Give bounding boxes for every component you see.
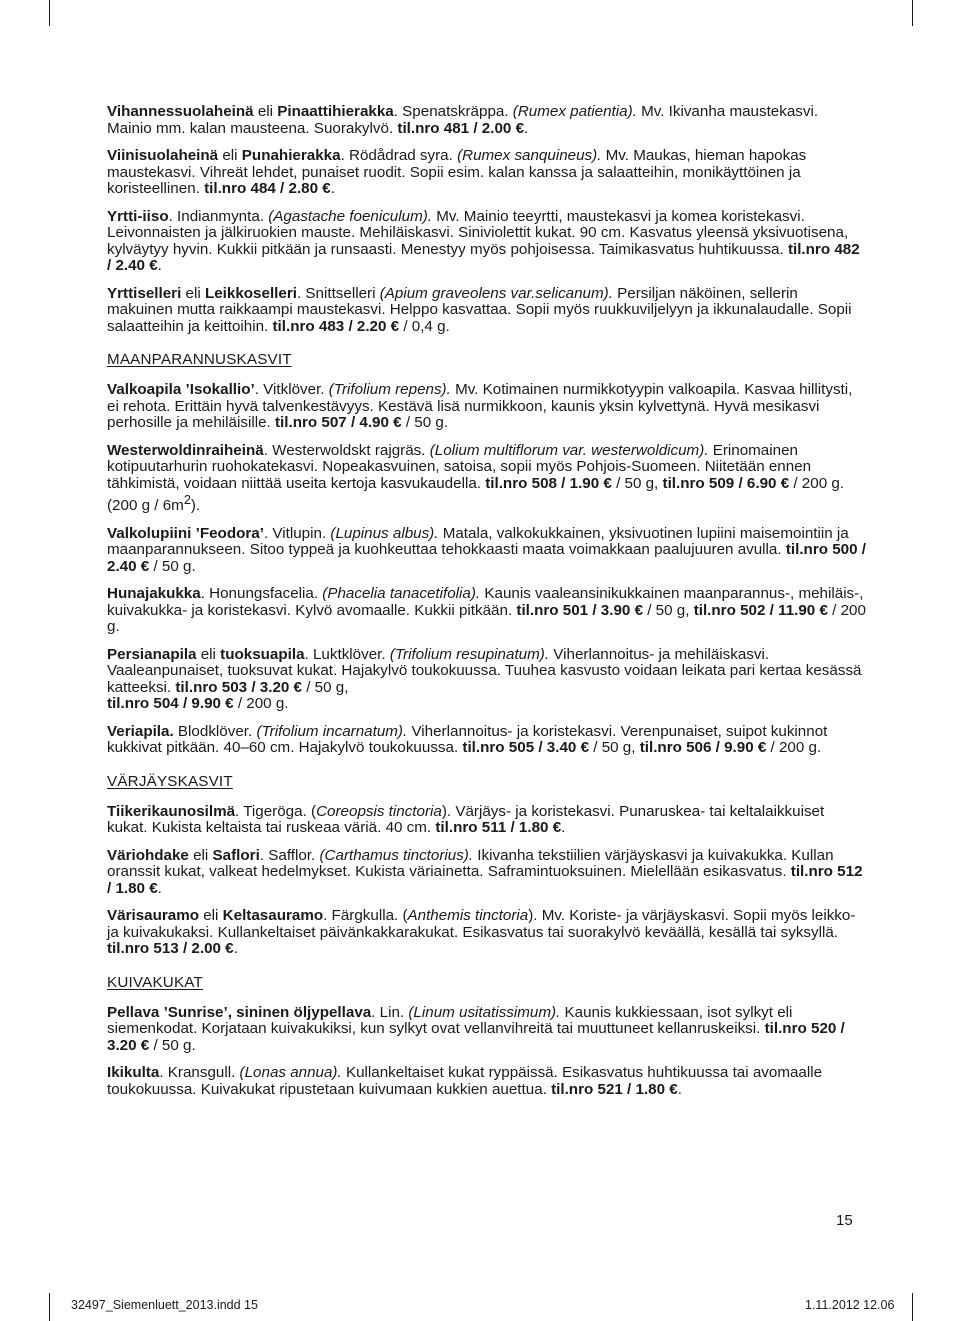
text-run: Mv. Ikivanha maustekasvi. Mainio mm. kalan mausteena. Suorakylvö. <box>107 103 819 137</box>
text-run: ). Värjäys- ja koristekasvi. Punaruskea- tai keltalaikkuiset kukat. Kukista keltaista tai ruskeaa väriä. 40 cm. <box>107 802 825 837</box>
text-run: / 50 g. <box>149 557 196 575</box>
text-run: Persiljan näköinen, sellerin makuinen mutta raikkaampi maustekasvi. Helppo kasvattaa. Sopii myös ruukkuviljelyyn ja ikkunalaudalle. Sopii salaatteihin ja keittoihin. <box>107 284 852 335</box>
bold-text: til.nro 500 / 2.40 € <box>107 541 867 575</box>
bold-text: til.nro 482 / 2.40 € <box>107 240 860 274</box>
bold-text: Vihannessuolaheinä <box>107 103 254 120</box>
entry-viinisuolaheina <box>107 148 867 198</box>
bold-text: Hunajakukka <box>107 585 201 603</box>
bold-text: til.nro 505 / 3.40 € <box>462 739 590 757</box>
footer-date: 1.11.2012 12.06 <box>805 1298 895 1312</box>
bold-text: til.nro 521 / 1.80 € <box>551 1080 678 1098</box>
text-run: / 50 g, <box>611 474 663 492</box>
entry-yrttiselleri <box>107 286 867 336</box>
bold-text: til.nro 483 / 2.20 € <box>272 317 400 335</box>
text-run: ). <box>190 497 201 515</box>
bold-text: til.nro 512 / 1.80 € <box>107 863 863 897</box>
section-heading-varjaysksavit: VÄRJÄYSKASVIT <box>107 772 233 790</box>
text-run: / 50 g, <box>302 678 349 696</box>
crop-mark <box>49 1293 50 1321</box>
text-run: . Honungsfacelia. <box>200 585 323 603</box>
crop-mark <box>912 1293 913 1321</box>
section-heading-maanparannuskasvit: MAANPARANNUSKASVIT <box>107 351 292 368</box>
latin-name: Anthemis tinctoria <box>407 907 529 925</box>
text-run: / 200 g. <box>766 739 822 757</box>
text-run: . Kransgull. <box>159 1064 240 1082</box>
latin-name: (Linum usitatissimum). <box>408 1003 561 1021</box>
text-run: / 200 g. <box>233 695 289 713</box>
latin-name: (Rumex sanquineus). <box>457 147 602 164</box>
bold-text: Valkoapila ’Isokallio’ <box>107 381 255 398</box>
page-number: 15 <box>836 1212 853 1229</box>
bold-text: Punahierakka <box>241 147 341 164</box>
bold-text: Pinaattihierakka <box>277 103 394 120</box>
text-run: / 0,4 g. <box>399 317 450 335</box>
text-run: / 50 g, <box>589 739 640 757</box>
text-run: / 50 g. <box>149 1036 196 1054</box>
bold-text: til.nro 506 / 9.90 € <box>639 739 767 757</box>
text-run: . <box>157 257 162 274</box>
text-run: eli <box>253 103 278 120</box>
text-run: Mv. Mainio teeyrtti, maustekasvi ja komea koristekasvi. Leivonnaisten ja jälkiruokien mauste. Mehiläiskasvi. Siniviolettit kukat. 90 cm. Kasvatus yleensä yksivuotisena, kylväytyy hyvin. Kukkii pitkään ja runsaasti. Menestyy myös pohjoisessa. Taimikasvatus huhtikuussa. <box>107 207 849 258</box>
bold-text: til.nro 502 / 11.90 € <box>693 601 828 619</box>
bold-text: Värisauramo <box>107 907 200 925</box>
bold-text: til.nro 509 / 6.90 € <box>662 474 790 492</box>
bold-text: Väriohdake <box>107 846 189 864</box>
latin-name: (Apium graveolens var.selicanum). <box>379 284 613 302</box>
entry-yrtti-iiso <box>107 209 867 275</box>
text-run: . Luktklöver. <box>304 645 390 663</box>
entry-tiikerikaunosilma <box>107 804 867 837</box>
latin-name: (Phacelia tanacetifolia). <box>322 585 481 603</box>
bold-text: til.nro 520 / 3.20 € <box>107 1020 845 1054</box>
latin-name: (Trifolium incarnatum). <box>256 722 408 740</box>
entry-veriapila <box>107 724 867 757</box>
text-run: . <box>677 1080 682 1098</box>
bold-text: Viinisuolaheinä <box>107 147 219 164</box>
entry-varisauramo <box>107 908 867 958</box>
bold-text: tuoksuapila <box>220 645 305 663</box>
bold-text: Pellava ’Sunrise’, sininen öljypellava <box>107 1003 372 1021</box>
entry-valkolupiini <box>107 526 867 576</box>
latin-name: Coreopsis tinctoria <box>316 802 442 820</box>
text-run: . <box>524 119 529 137</box>
text-run: . <box>561 819 566 837</box>
page-content <box>107 104 867 1098</box>
bold-text: Veriapila. <box>107 722 174 740</box>
latin-name: (Trifolium repens). <box>328 381 451 398</box>
bold-text: Tiikerikaunosilmä <box>107 802 236 820</box>
bold-text: Valkolupiini ’Feodora’ <box>107 524 264 542</box>
text-run: . Vitklöver. <box>254 381 329 398</box>
crop-mark <box>912 0 913 26</box>
bold-text: til.nro 484 / 2.80 € <box>204 180 331 197</box>
text-run: . Westerwoldskt rajgräs. <box>263 441 430 459</box>
bold-text: til.nro 511 / 1.80 € <box>435 819 562 837</box>
text-run: . Tigeröga. ( <box>235 802 317 820</box>
text-run: . <box>330 180 335 197</box>
text-run: 2 <box>183 493 191 507</box>
text-run: . Safflor. <box>259 846 320 864</box>
bold-text: til.nro 513 / 2.00 € <box>107 940 234 958</box>
text-run: . Spenatskräppa. <box>393 103 513 120</box>
text-run: Ikivanha tekstiilien värjäyskasvi ja kuivakukka. Kullan oranssit kukat, valkeat hedelmykset. Kukista väriainetta. Saframintuoksuinen. Mielellään esikasvatus. <box>107 846 834 881</box>
bold-text: til.nro 507 / 4.90 € <box>274 414 402 431</box>
bold-text: Persianapila <box>107 645 197 663</box>
text-run: Blodklöver. <box>173 722 257 740</box>
text-run: Mv. Maukas, hieman hapokas maustekasvi. Vihreät lehdet, punaiset ruodit. Sopii esim. kalan kanssa ja salaatteihin, monikäyttöinen ja koristeellinen. <box>107 147 807 197</box>
text-run: . Vitlupin. <box>263 524 331 542</box>
text-run: . Lin. <box>371 1003 409 1021</box>
bold-text: Ikikulta <box>107 1064 160 1082</box>
bold-text: Saflori <box>212 846 260 864</box>
entry-hunajakukka <box>107 586 867 636</box>
footer-filename: 32497_Siemenluett_2013.indd 15 <box>71 1298 258 1312</box>
entry-persianapila <box>107 647 867 713</box>
latin-name: (Lupinus albus). <box>330 524 439 542</box>
text-run: . Färgkulla. ( <box>323 907 408 925</box>
text-run: Kullankeltaiset kukat ryppäissä. Esikasvatus huhtikuussa tai avomaalle toukokuussa. Kuivakukat ripustetaan kuivumaan kukkien auettua. <box>107 1064 823 1098</box>
text-run: Kaunis kukkiessaan, isot sylkyt eli siemenkodat. Korjataan kuivakukiksi, kun sylkyt ovat vellanvihreitä tai muuttuneet kellanruskeiksi. <box>107 1003 793 1038</box>
text-run: . Rödådrad syra. <box>340 147 458 164</box>
text-run: / 50 g, <box>643 601 694 619</box>
latin-name: (Lolium multiflorum var. westerwoldicum). <box>429 441 709 459</box>
bold-text: til.nro 508 / 1.90 € <box>485 474 612 492</box>
bold-text: til.nro 501 / 3.90 € <box>516 601 644 619</box>
text-run: eli <box>181 284 205 302</box>
bold-text: Keltasauramo <box>222 907 324 925</box>
text-run: eli <box>218 147 242 164</box>
text-run: / 200 g. (200 g / 6m <box>107 474 845 515</box>
text-run: / 200 g. <box>107 601 866 636</box>
latin-name: (Carthamus tinctorius). <box>319 846 474 864</box>
entry-variohdake <box>107 848 867 898</box>
latin-name: (Rumex patientia). <box>512 103 637 120</box>
bold-text: til.nro 481 / 2.00 € <box>397 119 525 137</box>
bold-text: Yrttiselleri <box>107 284 182 302</box>
text-run: eli <box>188 846 213 864</box>
text-run: Kaunis vaaleansinikukkainen maanparannus-, mehiläis-, kuivakukka- ja koristekasvi. Kylvö avomaalle. Kukkii pitkään. <box>107 585 864 619</box>
entry-ikikulta <box>107 1065 867 1098</box>
crop-mark <box>49 0 50 26</box>
entry-valkoapila <box>107 382 867 432</box>
section-heading-kuivakukat: KUIVAKUKAT <box>107 973 203 991</box>
latin-name: (Trifolium resupinatum). <box>389 645 550 663</box>
entry-westerwoldinraiheina <box>107 443 867 515</box>
bold-text: Leikkoselleri <box>204 284 297 302</box>
bold-text: til.nro 503 / 3.20 € <box>175 678 302 696</box>
text-run: . Indianmynta. <box>168 207 269 225</box>
text-run: / 50 g. <box>401 414 449 431</box>
entry-vihannessuolaheina <box>107 104 867 137</box>
bold-text: til.nro 504 / 9.90 € <box>107 695 234 713</box>
latin-name: (Agastache foeniculum). <box>268 207 433 225</box>
text-run: . Snittselleri <box>296 284 380 302</box>
text-run: Erinomainen kotipuutarhurin ruohokatekasvi. Nopeakasvuinen, satoisa, sopii myös Pohjois-Suomeen. Niitetään ennen tähkimistä, voidaan niittää useita kertoja kasvukaudella. <box>107 441 812 492</box>
text-run: Viherlannoitus- ja mehiläiskasvi. Vaaleanpunaiset, tuoksuvat kukat. Hajakylvö toukokuussa. Tuuhea kasvusto voidaan leikata pari kertaa kesässä katteeksi. <box>107 645 862 696</box>
text-run: eli <box>199 907 223 925</box>
text-run: Matala, valkokukkainen, yksivuotinen lupiini maisemointiin ja maanparannukseen. Sitoo typpeä ja kuohkeuttaa tehokkaasti maata voimakkaan paalujuuren avulla. <box>107 524 849 559</box>
text-run: Mv. Kotimainen nurmikkotyypin valkoapila. Kasvaa hillitysti, ei rehota. Erittäin hyvä talvenkestävyys. Kestävä lisä nurmikkoon, kaunis yksin kylvettynä. Hyvä mesikasvi perhosille ja mehiläisille. <box>107 381 853 431</box>
bold-text: Yrtti-iiso <box>107 207 169 225</box>
text-run: . <box>233 940 238 958</box>
bold-text: Westerwoldinraiheinä <box>107 441 264 459</box>
text-run: . <box>157 879 162 897</box>
entry-pellava-sunrise <box>107 1005 867 1055</box>
text-run: Viherlannoitus- ja koristekasvi. Verenpunaiset, suipot kukinnot kukkivat pitkään. 40–60 cm. Hajakylvö toukokuussa. <box>107 722 828 757</box>
text-run: ). Mv. Koriste- ja värjäyskasvi. Sopii myös leikko- ja kuivakukaksi. Kullankeltaiset päivänkakkarakukat. Esikasvatus tai suorakylvö keväällä, kesällä tai syksyllä. <box>107 907 856 941</box>
latin-name: (Lonas annua). <box>239 1064 342 1082</box>
text-run: eli <box>196 645 221 663</box>
